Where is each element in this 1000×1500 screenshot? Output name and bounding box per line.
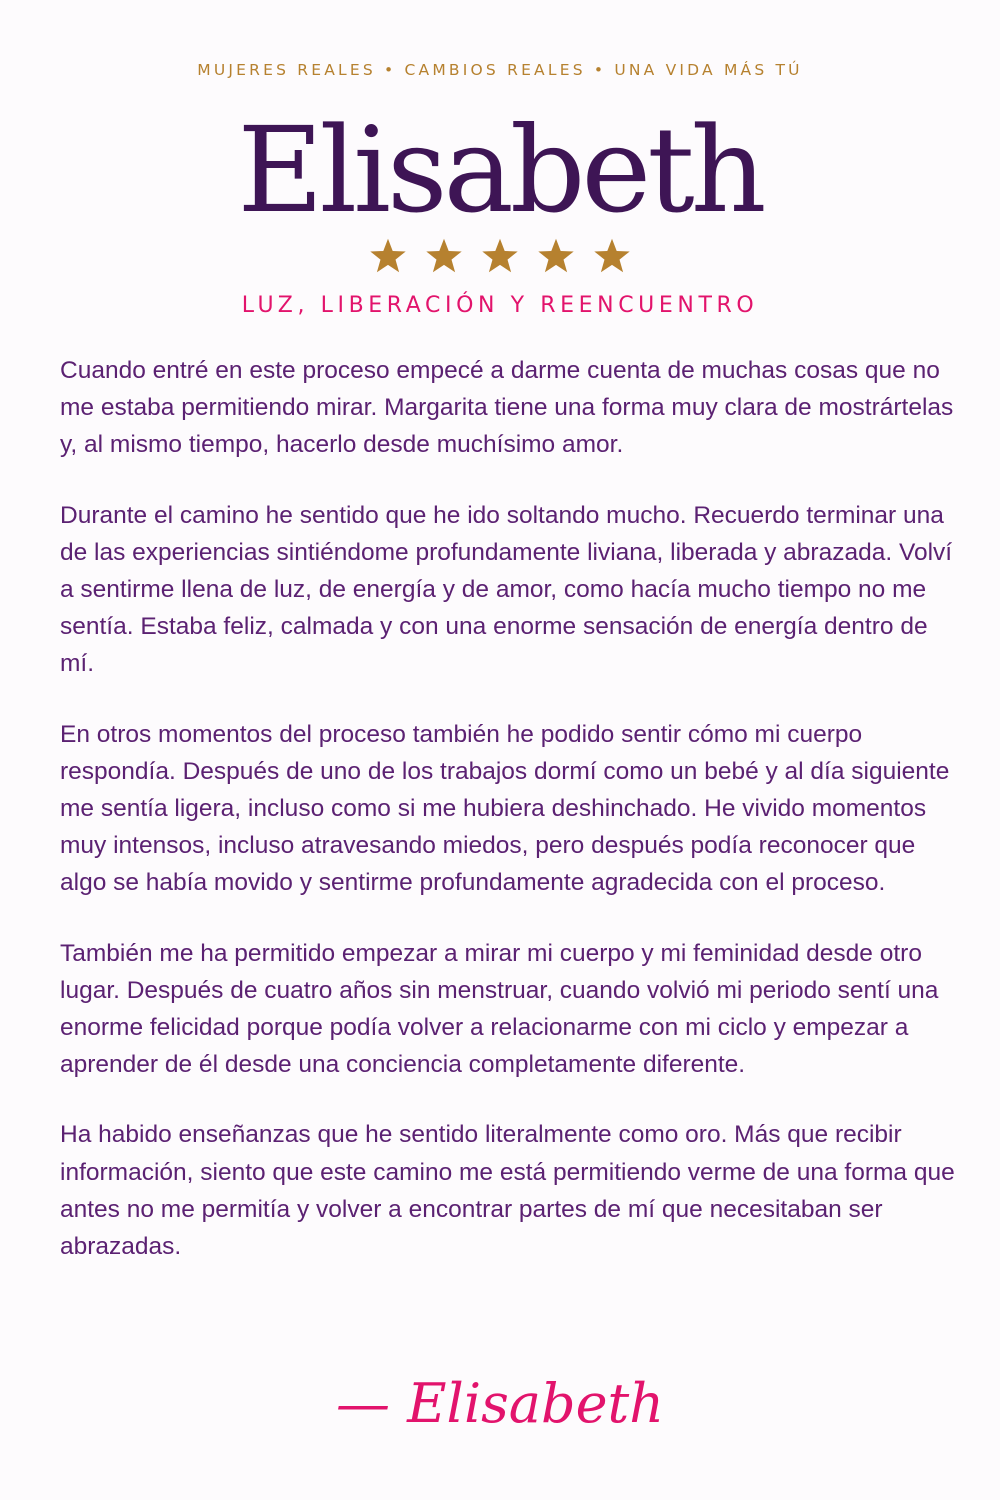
star-icon xyxy=(481,238,519,274)
star-icon xyxy=(593,238,631,274)
page-title: Elisabeth xyxy=(237,101,763,239)
testimonial-paragraph: Ha habido enseñanzas que he sentido literalmente como oro. Más que recibir información, siento que este camino me está permitiendo verme de una forma que antes no me permitía y volver a encontrar partes de mí que necesitaban ser abrazadas. xyxy=(60,1121,955,1261)
star-rating xyxy=(0,238,1000,274)
testimonial-paragraph: Cuando entré en este proceso empecé a darme cuenta de muchas cosas que no me estaba permitiendo mirar. Margarita tiene una forma muy clara de mostrártelas y, al mismo tiempo, hacerlo desde muchísimo amor. xyxy=(60,357,954,459)
testimonial-paragraph: También me ha permitido empezar a mirar mi cuerpo y mi feminidad desde otro lugar. Después de cuatro años sin menstruar, cuando volvió mi periodo sentí una enorme felicidad porque podía volver a relacionarme con mi ciclo y empezar a aprender de él desde una conciencia completamente diferente. xyxy=(60,939,939,1079)
signature: — Elisabeth xyxy=(335,1372,665,1435)
star-icon xyxy=(369,238,407,274)
testimonial-paragraph: En otros momentos del proceso también he podido sentir cómo mi cuerpo respondía. Después de uno de los trabajos dormí como un bebé y al día siguiente me sentía ligera, incluso como si me hubiera deshinchado. He vivido momentos muy intensos, incluso atravesando miedos, pero después podía reconocer que algo se había movido y sentirme profundamente agradecida con el proceso. xyxy=(60,720,950,897)
star-icon xyxy=(537,238,575,274)
testimonial-paragraph: Durante el camino he sentido que he ido soltando mucho. Recuerdo terminar una de las experiencias sintiéndome profundamente liviana, liberada y abrazada. Volví a sentirme llena de luz, de energía y de amor, como hacía mucho tiempo no me sentía. Estaba feliz, calmada y con una enorme sensación de energía dentro de mí. xyxy=(60,501,953,678)
star-icon xyxy=(425,238,463,274)
testimonial-body xyxy=(60,352,955,1298)
subtitle: LUZ, LIBERACIÓN Y REENCUENTRO xyxy=(241,293,759,318)
tagline: MUJERES REALES • CAMBIOS REALES • UNA VIDA MÁS TÚ xyxy=(197,61,803,79)
